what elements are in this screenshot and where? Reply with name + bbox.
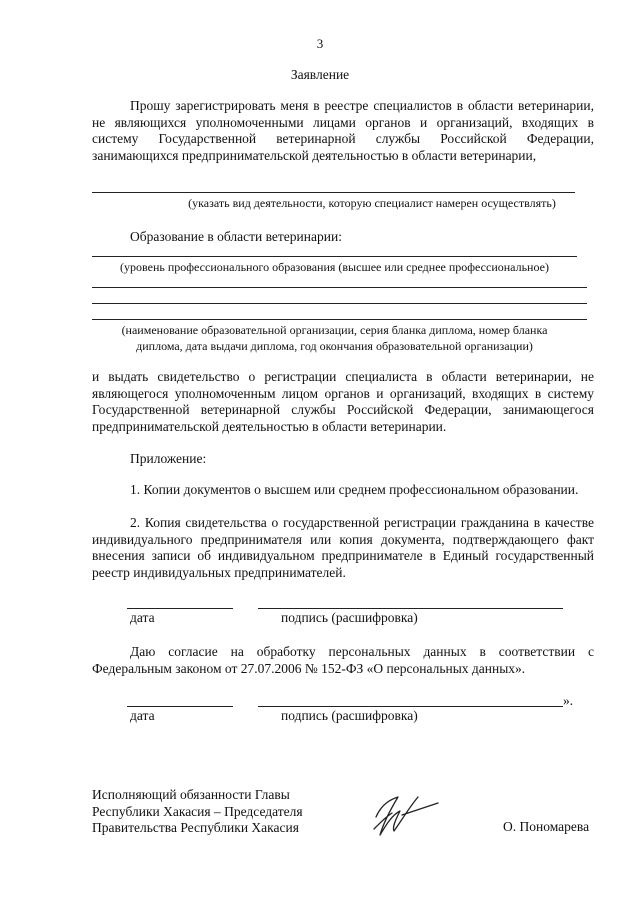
handwritten-signature (362, 785, 442, 843)
signature-blank-line-2 (258, 706, 563, 707)
date-blank-line-2 (127, 706, 233, 707)
signature-label-2: подпись (расшифровка) (281, 708, 418, 723)
education-label: Образование в области ветеринарии: (130, 229, 342, 244)
signature-label-1: подпись (расшифровка) (281, 610, 418, 625)
attachment-item-1: 1. Копии документов о высшем или среднем профессиональном образовании. (130, 482, 579, 497)
attachment-item-2: 2. Копия свидетельства о государственной регистрации гражданина в качестве индивидуального предпринимателя или копия документа, подтверждающего факт внесения записи об индивидуальном предпринимателе в Единый государственный реестр индивидуальных предпринимателей. (92, 515, 594, 580)
education-level-blank-line (92, 256, 577, 257)
consent-paragraph: Даю согласие на обработку персональных данных в соответствии с Федеральным законом от 27.07.2006 № 152-ФЗ «О персональных данных». (92, 644, 594, 676)
signatory-name: О. Пономарева (503, 819, 590, 834)
request-tail-paragraph: и выдать свидетельство о регистрации специалиста в области ветеринарии, не являющегося уполномоченным лицом органов и организаций, входящих в систему Государственной ветеринарной службы Российской Федерации, занимающегося предпринимательской деятельностью в области ветеринарии. (92, 369, 594, 434)
date-blank-line-1 (127, 608, 233, 609)
signatory-title-line-3: Правительства Республики Хакасия (92, 820, 299, 835)
signatory-title (92, 787, 303, 837)
institution-blank-line-1 (92, 287, 587, 288)
institution-blank-line-3 (92, 319, 587, 320)
signatory-title-line-1: Исполняющий обязанности Главы (92, 787, 290, 802)
institution-caption-line-2: диплома, дата выдачи диплома, год окончания образовательной организации) (136, 338, 533, 353)
document-title: Заявление (290, 67, 350, 82)
date-label-2: дата (130, 708, 155, 723)
activity-caption: (указать вид деятельности, которую специалист намерен осуществлять) (188, 196, 556, 210)
signature-blank-line-1 (258, 608, 563, 609)
closing-quote: ». (563, 693, 574, 708)
attachments-heading: Приложение: (130, 451, 207, 466)
education-level-caption: (уровень профессионального образования (высшее или среднее профессиональное) (120, 260, 549, 274)
intro-paragraph: Прошу зарегистрировать меня в реестре специалистов в области ветеринарии, не являющихся уполномоченными лицами органов и организаций, входящих в систему Государственной ветеринарной службы Российской Федерации, занимающихся предпринимательской деятельностью в области ветеринарии, (92, 98, 594, 163)
institution-caption (92, 323, 577, 354)
activity-blank-line (92, 192, 575, 193)
signatory-title-line-2: Республики Хакасия – Председателя (92, 803, 303, 819)
institution-caption-line-1: (наименование образовательной организации, серия бланка диплома, номер бланка (121, 323, 548, 337)
page-number: 3 (316, 36, 324, 51)
date-label-1: дата (130, 610, 155, 625)
institution-blank-line-2 (92, 303, 587, 304)
